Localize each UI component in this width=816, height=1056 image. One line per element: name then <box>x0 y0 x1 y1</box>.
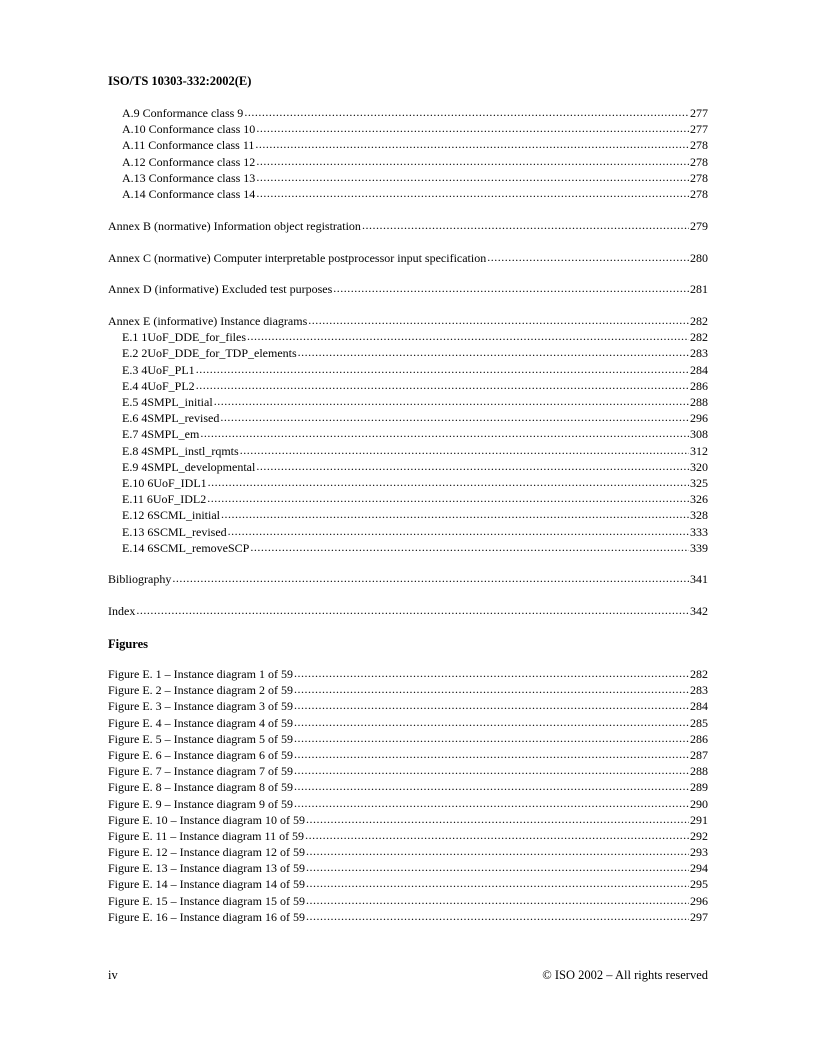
toc-entry[interactable] <box>108 105 708 121</box>
toc-entry[interactable] <box>108 378 708 394</box>
toc-entry-title: E.2 2UoF_DDE_for_TDP_elements <box>122 346 297 361</box>
toc-entry-page: 333 <box>690 524 708 539</box>
toc-entry-page: 282 <box>690 330 708 345</box>
dot-leader <box>294 730 689 746</box>
toc-entry-page: 278 <box>690 138 708 153</box>
figure-entry-page: 294 <box>690 861 708 876</box>
dot-leader <box>298 344 689 360</box>
dot-leader <box>196 377 689 393</box>
toc-entry-annex-d[interactable] <box>108 281 708 297</box>
dot-leader <box>214 393 689 409</box>
figure-entry[interactable] <box>108 715 708 731</box>
toc-entry-title: A.12 Conformance class 12 <box>122 154 256 169</box>
toc-entry-page: 320 <box>690 459 708 474</box>
toc-entry[interactable] <box>108 459 708 475</box>
figure-entry-title: Figure E. 1 – Instance diagram 1 of 59 <box>108 667 293 682</box>
figure-entry[interactable] <box>108 698 708 714</box>
figure-entry[interactable] <box>108 666 708 682</box>
figure-entry-title: Figure E. 6 – Instance diagram 6 of 59 <box>108 747 293 762</box>
toc-group-annex-e-items <box>108 329 708 556</box>
toc-entry[interactable] <box>108 507 708 523</box>
dot-leader <box>306 843 689 859</box>
toc-entry-title: Annex E (informative) Instance diagrams <box>108 314 308 329</box>
toc-entry-title: E.1 1UoF_DDE_for_files <box>122 330 246 345</box>
figure-entry[interactable] <box>108 796 708 812</box>
dot-leader <box>256 169 689 185</box>
dot-leader <box>255 136 689 152</box>
toc-entry-title: E.6 4SMPL_revised <box>122 411 220 426</box>
figure-entry-page: 287 <box>690 747 708 762</box>
toc-entry-title: E.10 6UoF_IDL1 <box>122 475 207 490</box>
toc-entry-title: A.9 Conformance class 9 <box>122 106 244 120</box>
toc-entry-title: E.13 6SCML_revised <box>122 524 227 539</box>
dot-leader <box>308 312 689 328</box>
toc-entry[interactable] <box>108 394 708 410</box>
figure-entry-title: Figure E. 4 – Instance diagram 4 of 59 <box>108 715 293 730</box>
figure-entry-title: Figure E. 13 – Instance diagram 13 of 59 <box>108 861 305 876</box>
dot-leader <box>362 217 689 233</box>
toc-entry-page: 341 <box>690 572 708 587</box>
toc-entry-title: E.11 6UoF_IDL2 <box>122 492 207 507</box>
toc-entry-title: Index <box>108 604 136 619</box>
toc-entry[interactable] <box>108 426 708 442</box>
figures-heading: Figures <box>108 637 149 652</box>
figure-entry[interactable] <box>108 682 708 698</box>
figure-entry-title: Figure E. 7 – Instance diagram 7 of 59 <box>108 764 293 779</box>
toc-entry-title: Annex B (normative) Information object registration <box>108 218 361 233</box>
toc-entry-page: 277 <box>690 122 708 137</box>
toc-entry-page: 342 <box>690 604 708 619</box>
toc-entry-page: 279 <box>690 218 708 233</box>
figure-entry[interactable] <box>108 893 708 909</box>
figure-entry-page: 296 <box>690 893 708 908</box>
toc-entry-title: E.8 4SMPL_instl_rqmts <box>122 443 239 458</box>
toc-entry[interactable] <box>108 524 708 540</box>
dot-leader <box>136 602 689 618</box>
dot-leader <box>487 249 689 265</box>
toc-entry[interactable] <box>108 154 708 170</box>
toc-entry-bibliography[interactable] <box>108 571 708 587</box>
toc-entry[interactable] <box>108 329 708 345</box>
dot-leader <box>196 361 689 377</box>
toc-entry-page: 286 <box>690 378 708 393</box>
figure-entry-title: Figure E. 2 – Instance diagram 2 of 59 <box>108 683 293 698</box>
figure-entry-page: 284 <box>690 699 708 714</box>
dot-leader <box>256 153 689 169</box>
dot-leader <box>207 490 689 506</box>
dot-leader <box>256 120 689 136</box>
dot-leader <box>256 458 689 474</box>
dot-leader <box>294 746 689 762</box>
dot-leader <box>294 762 689 778</box>
toc-entry-page: 326 <box>690 492 708 507</box>
toc-entry-page: 283 <box>690 346 708 361</box>
table-of-contents <box>108 105 708 925</box>
dot-leader <box>228 523 689 539</box>
figure-entry-title: Figure E. 11 – Instance diagram 11 of 59 <box>108 828 305 843</box>
figure-entry[interactable] <box>108 763 708 779</box>
toc-group-conformance-classes <box>108 105 708 202</box>
toc-entry[interactable] <box>108 410 708 426</box>
toc-entry-page: 278 <box>690 154 708 169</box>
toc-entry-title: A.11 Conformance class 11 <box>122 138 255 153</box>
toc-entry-title: E.4 4UoF_PL2 <box>122 378 195 393</box>
toc-entry[interactable] <box>108 121 708 137</box>
toc-entry-title: Annex D (informative) Excluded test purposes <box>108 282 333 297</box>
dot-leader <box>294 697 689 713</box>
toc-entry-page: 284 <box>690 362 708 377</box>
toc-entry-page: 282 <box>690 314 708 329</box>
figure-entry-page: 297 <box>690 909 708 924</box>
toc-entry-page: 288 <box>690 395 708 409</box>
page-number: iv <box>108 968 118 982</box>
toc-entry[interactable] <box>108 540 708 556</box>
figure-entry-page: 288 <box>690 764 708 779</box>
toc-entry-page: 296 <box>690 411 708 426</box>
figure-entry[interactable] <box>108 812 708 828</box>
toc-entry-title: E.3 4UoF_PL1 <box>122 362 195 377</box>
toc-entry-title: Bibliography <box>108 572 172 587</box>
dot-leader <box>244 104 689 120</box>
figure-entry-page: 290 <box>690 796 708 811</box>
figure-entry-title: Figure E. 9 – Instance diagram 9 of 59 <box>108 796 293 811</box>
figure-entry-page: 286 <box>690 731 708 746</box>
figure-entry-page: 291 <box>690 812 708 827</box>
toc-entry[interactable] <box>108 362 708 378</box>
dot-leader <box>294 714 689 730</box>
figure-entry-page: 285 <box>690 715 708 730</box>
toc-entry-title: E.14 6SCML_removeSCP <box>122 540 250 555</box>
figure-entry[interactable] <box>108 779 708 795</box>
dot-leader <box>208 474 689 490</box>
figure-entry-title: Figure E. 3 – Instance diagram 3 of 59 <box>108 699 293 714</box>
figure-entry-title: Figure E. 16 – Instance diagram 16 of 59 <box>108 909 305 924</box>
figure-entry-title: Figure E. 14 – Instance diagram 14 of 59 <box>108 877 305 892</box>
dot-leader <box>240 442 689 458</box>
dot-leader <box>221 506 689 522</box>
figure-entry-page: 282 <box>690 667 708 682</box>
dot-leader <box>172 570 689 586</box>
toc-entry-annex-e[interactable] <box>108 313 708 329</box>
toc-entry-title: E.5 4SMPL_initial <box>122 395 213 409</box>
dot-leader <box>306 908 689 924</box>
toc-entry[interactable] <box>108 137 708 153</box>
dot-leader <box>306 892 689 908</box>
figure-entry[interactable] <box>108 731 708 747</box>
toc-entry-page: 277 <box>690 106 708 120</box>
toc-entry-page: 328 <box>690 508 708 523</box>
toc-entry[interactable] <box>108 186 708 202</box>
dot-leader <box>305 827 689 843</box>
dot-leader <box>294 778 689 794</box>
toc-entry-title: A.14 Conformance class 14 <box>122 186 256 201</box>
figure-entry[interactable] <box>108 844 708 860</box>
toc-entry-page: 339 <box>690 540 708 555</box>
figure-entry-page: 295 <box>690 877 708 892</box>
toc-entry-annex-b[interactable] <box>108 218 708 234</box>
toc-entry-title: E.12 6SCML_initial <box>122 508 221 523</box>
toc-entry-page: 325 <box>690 475 708 490</box>
toc-entry-title: E.9 4SMPL_developmental <box>122 459 256 474</box>
figure-entry-title: Figure E. 8 – Instance diagram 8 of 59 <box>108 780 293 795</box>
figure-entry-page: 289 <box>690 780 708 795</box>
toc-entry-page: 280 <box>690 250 708 265</box>
toc-entry[interactable] <box>108 491 708 507</box>
toc-entry-title: A.10 Conformance class 10 <box>122 122 256 137</box>
figure-entry-title: Figure E. 10 – Instance diagram 10 of 59 <box>108 812 305 827</box>
toc-entry-page: 312 <box>690 443 708 458</box>
copyright-notice: © ISO 2002 – All rights reserved <box>542 968 708 982</box>
document-header: ISO/TS 10303-332:2002(E) <box>108 74 252 88</box>
toc-entry-title: E.7 4SMPL_em <box>122 427 200 442</box>
toc-entry-index[interactable] <box>108 603 708 619</box>
figure-entry[interactable] <box>108 828 708 844</box>
toc-entry-title: A.13 Conformance class 13 <box>122 170 256 185</box>
figure-entry-title: Figure E. 12 – Instance diagram 12 of 59 <box>108 845 305 860</box>
toc-entry[interactable] <box>108 443 708 459</box>
figure-entry-page: 293 <box>690 845 708 860</box>
figure-entry[interactable] <box>108 909 708 925</box>
toc-entry[interactable] <box>108 345 708 361</box>
page-footer <box>108 968 708 983</box>
dot-leader <box>306 875 689 891</box>
figure-entry-page: 292 <box>690 828 708 843</box>
toc-entry-annex-c[interactable] <box>108 250 708 266</box>
dot-leader <box>200 425 689 441</box>
toc-entry-page: 278 <box>690 170 708 185</box>
dot-leader <box>294 681 689 697</box>
dot-leader <box>250 539 689 555</box>
toc-entry-page: 278 <box>690 186 708 201</box>
figure-entry-title: Figure E. 15 – Instance diagram 15 of 59 <box>108 893 305 908</box>
list-of-figures <box>108 666 708 925</box>
toc-entry[interactable] <box>108 170 708 186</box>
figure-entry-title: Figure E. 5 – Instance diagram 5 of 59 <box>108 731 293 746</box>
toc-entry-title: Annex C (normative) Computer interpretable postprocessor input specification <box>108 250 487 265</box>
dot-leader <box>294 665 689 681</box>
dot-leader <box>333 280 689 296</box>
dot-leader <box>294 795 689 811</box>
dot-leader <box>247 328 689 344</box>
figure-entry-page: 283 <box>690 683 708 698</box>
figure-entry[interactable] <box>108 747 708 763</box>
dot-leader <box>306 811 689 827</box>
toc-entry[interactable] <box>108 475 708 491</box>
toc-entry-page: 281 <box>690 282 708 297</box>
toc-entry-page: 308 <box>690 427 708 442</box>
dot-leader <box>220 409 689 425</box>
dot-leader <box>306 859 689 875</box>
figure-entry[interactable] <box>108 860 708 876</box>
dot-leader <box>256 185 689 201</box>
figure-entry[interactable] <box>108 876 708 892</box>
